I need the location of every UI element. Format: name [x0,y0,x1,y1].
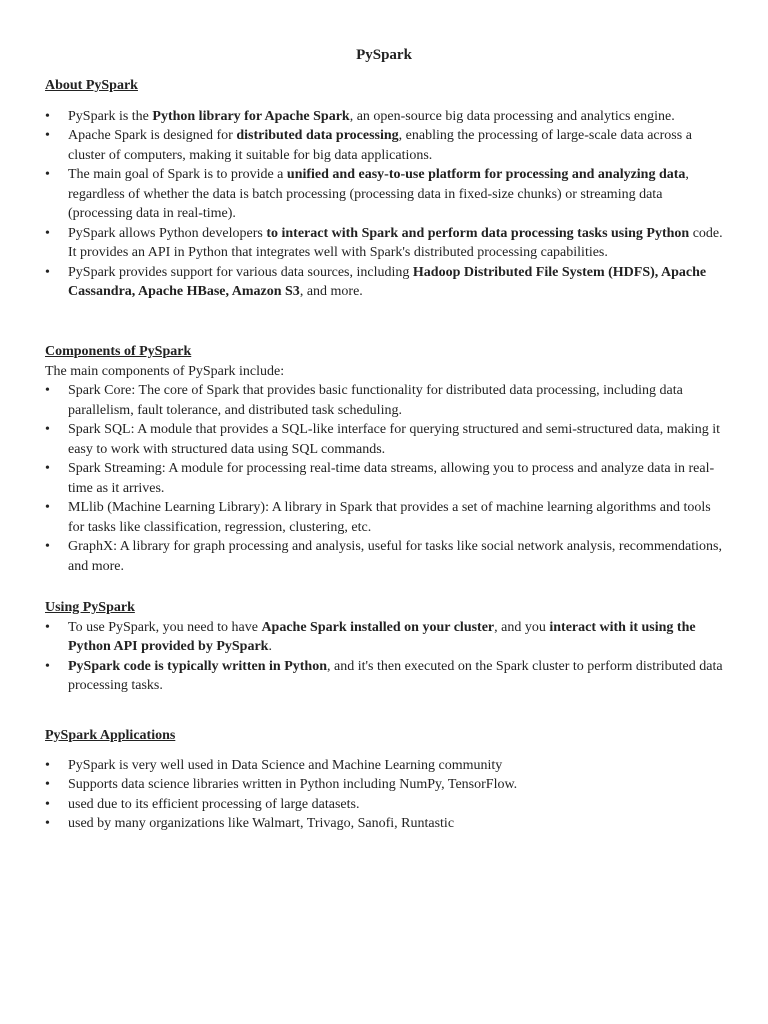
bullet-list [45,107,725,302]
bullet-icon [45,126,55,146]
list-item [45,459,725,498]
text: , and it's then executed on the Spark cluster to perform distributed data processing tasks. [68,658,723,693]
text: PySpark is the [68,108,153,124]
text: used by many organizations like Walmart, Trivago, Sanofi, Runtastic [68,816,455,831]
bullet-icon [45,657,55,677]
bullet-list [45,618,725,696]
bullet-icon [45,224,55,244]
bullet-icon [45,165,55,185]
section-about-pyspark [45,76,725,302]
text: , and you [494,619,550,635]
list-item [45,657,725,696]
bullet-icon [45,420,55,440]
bullet-icon [45,775,55,795]
text: The main goal of Spark is to provide a [68,167,287,182]
bullet-icon [45,618,55,638]
bold-text: Hadoop Distributed File System (HDFS), Apache Cassandra, Apache HBase, Amazon S3 [68,264,707,299]
text: GraphX: A library for graph processing and analysis, useful for tasks like social network analysis, recommendations, and more. [68,539,722,574]
list-item [45,126,725,165]
bullet-icon [45,795,55,815]
list-item [45,498,725,537]
section-intro: The main components of PySpark include: [45,363,285,379]
section-heading: PySpark Applications [45,728,176,743]
bold-text: Python library for Apache Spark [152,108,350,124]
text: PySpark provides support for various data sources, including [68,264,413,280]
text: Spark Streaming: A module for processing real-time data streams, allowing you to process and analyze data in real-time as it arrives. [68,461,715,496]
text: PySpark allows Python developers [68,225,267,241]
text: used due to its efficient processing of large datasets. [68,796,360,812]
bullet-icon [45,756,55,776]
bullet-icon [45,107,55,127]
bullet-icon [45,537,55,557]
text: Spark Core: The core of Spark that provides basic functionality for distributed data processing, including data parallelism, fault tolerance, and distributed task scheduling. [68,383,683,418]
section-heading: About PySpark [45,78,138,93]
list-item [45,814,725,834]
text: , regardless of whether the data is batch processing (processing data in fixed-size chunks) or streaming data (processing data in real-time). [68,167,689,221]
bold-text: distributed data processing [236,128,399,143]
text: , enabling the processing of large-scale data across a cluster of computers, making it suitable for big data applications. [68,128,692,163]
bold-text: to interact with Spark and perform data processing tasks using Python [266,225,690,241]
text: , an open-source big data processing and analytics engine. [349,108,675,124]
bold-text: unified and easy-to-use platform for processing and analyzing data [286,167,686,182]
section-pyspark-applications [45,726,725,834]
text: Supports data science libraries written in Python including NumPy, TensorFlow. [68,777,518,792]
section-heading: Using PySpark [45,600,135,615]
bullet-icon [45,263,55,283]
bullet-icon [45,459,55,479]
bold-text: interact with it using the Python API provided by PySpark [68,619,696,654]
document-title: PySpark [356,47,412,63]
list-item [45,537,725,576]
text: code. It provides an API in Python that integrates well with Spark's distributed processing capabilities. [68,225,723,260]
text: . [268,639,272,654]
text: , and more. [299,284,363,299]
list-item [45,795,725,815]
text: Apache Spark is designed for [68,128,237,143]
bullet-list [45,381,725,576]
section-components-of-pyspark [45,342,725,576]
section-using-pyspark [45,598,725,696]
bullet-icon [45,814,55,834]
list-item [45,107,725,127]
section-heading: Components of PySpark [45,344,192,359]
list-item [45,263,725,302]
list-item [45,775,725,795]
text: Spark SQL: A module that provides a SQL-like interface for querying structured and semi-structured data, making it easy to work with structured data using SQL commands. [68,422,720,457]
bold-text: PySpark code is typically written in Python [68,658,328,674]
list-item [45,618,725,657]
list-item [45,381,725,420]
list-item [45,165,725,224]
bullet-icon [45,381,55,401]
list-item [45,756,725,776]
list-item [45,420,725,459]
text: MLlib (Machine Learning Library): A library in Spark that provides a set of machine learning algorithms and tools for tasks like classification, regression, clustering, etc. [68,500,711,535]
bold-text: Apache Spark installed on your cluster [261,619,495,635]
text: PySpark is very well used in Data Science and Machine Learning community [68,757,503,773]
text: To use PySpark, you need to have [68,619,262,635]
bullet-list [45,756,725,834]
list-item [45,224,725,263]
bullet-icon [45,498,55,518]
